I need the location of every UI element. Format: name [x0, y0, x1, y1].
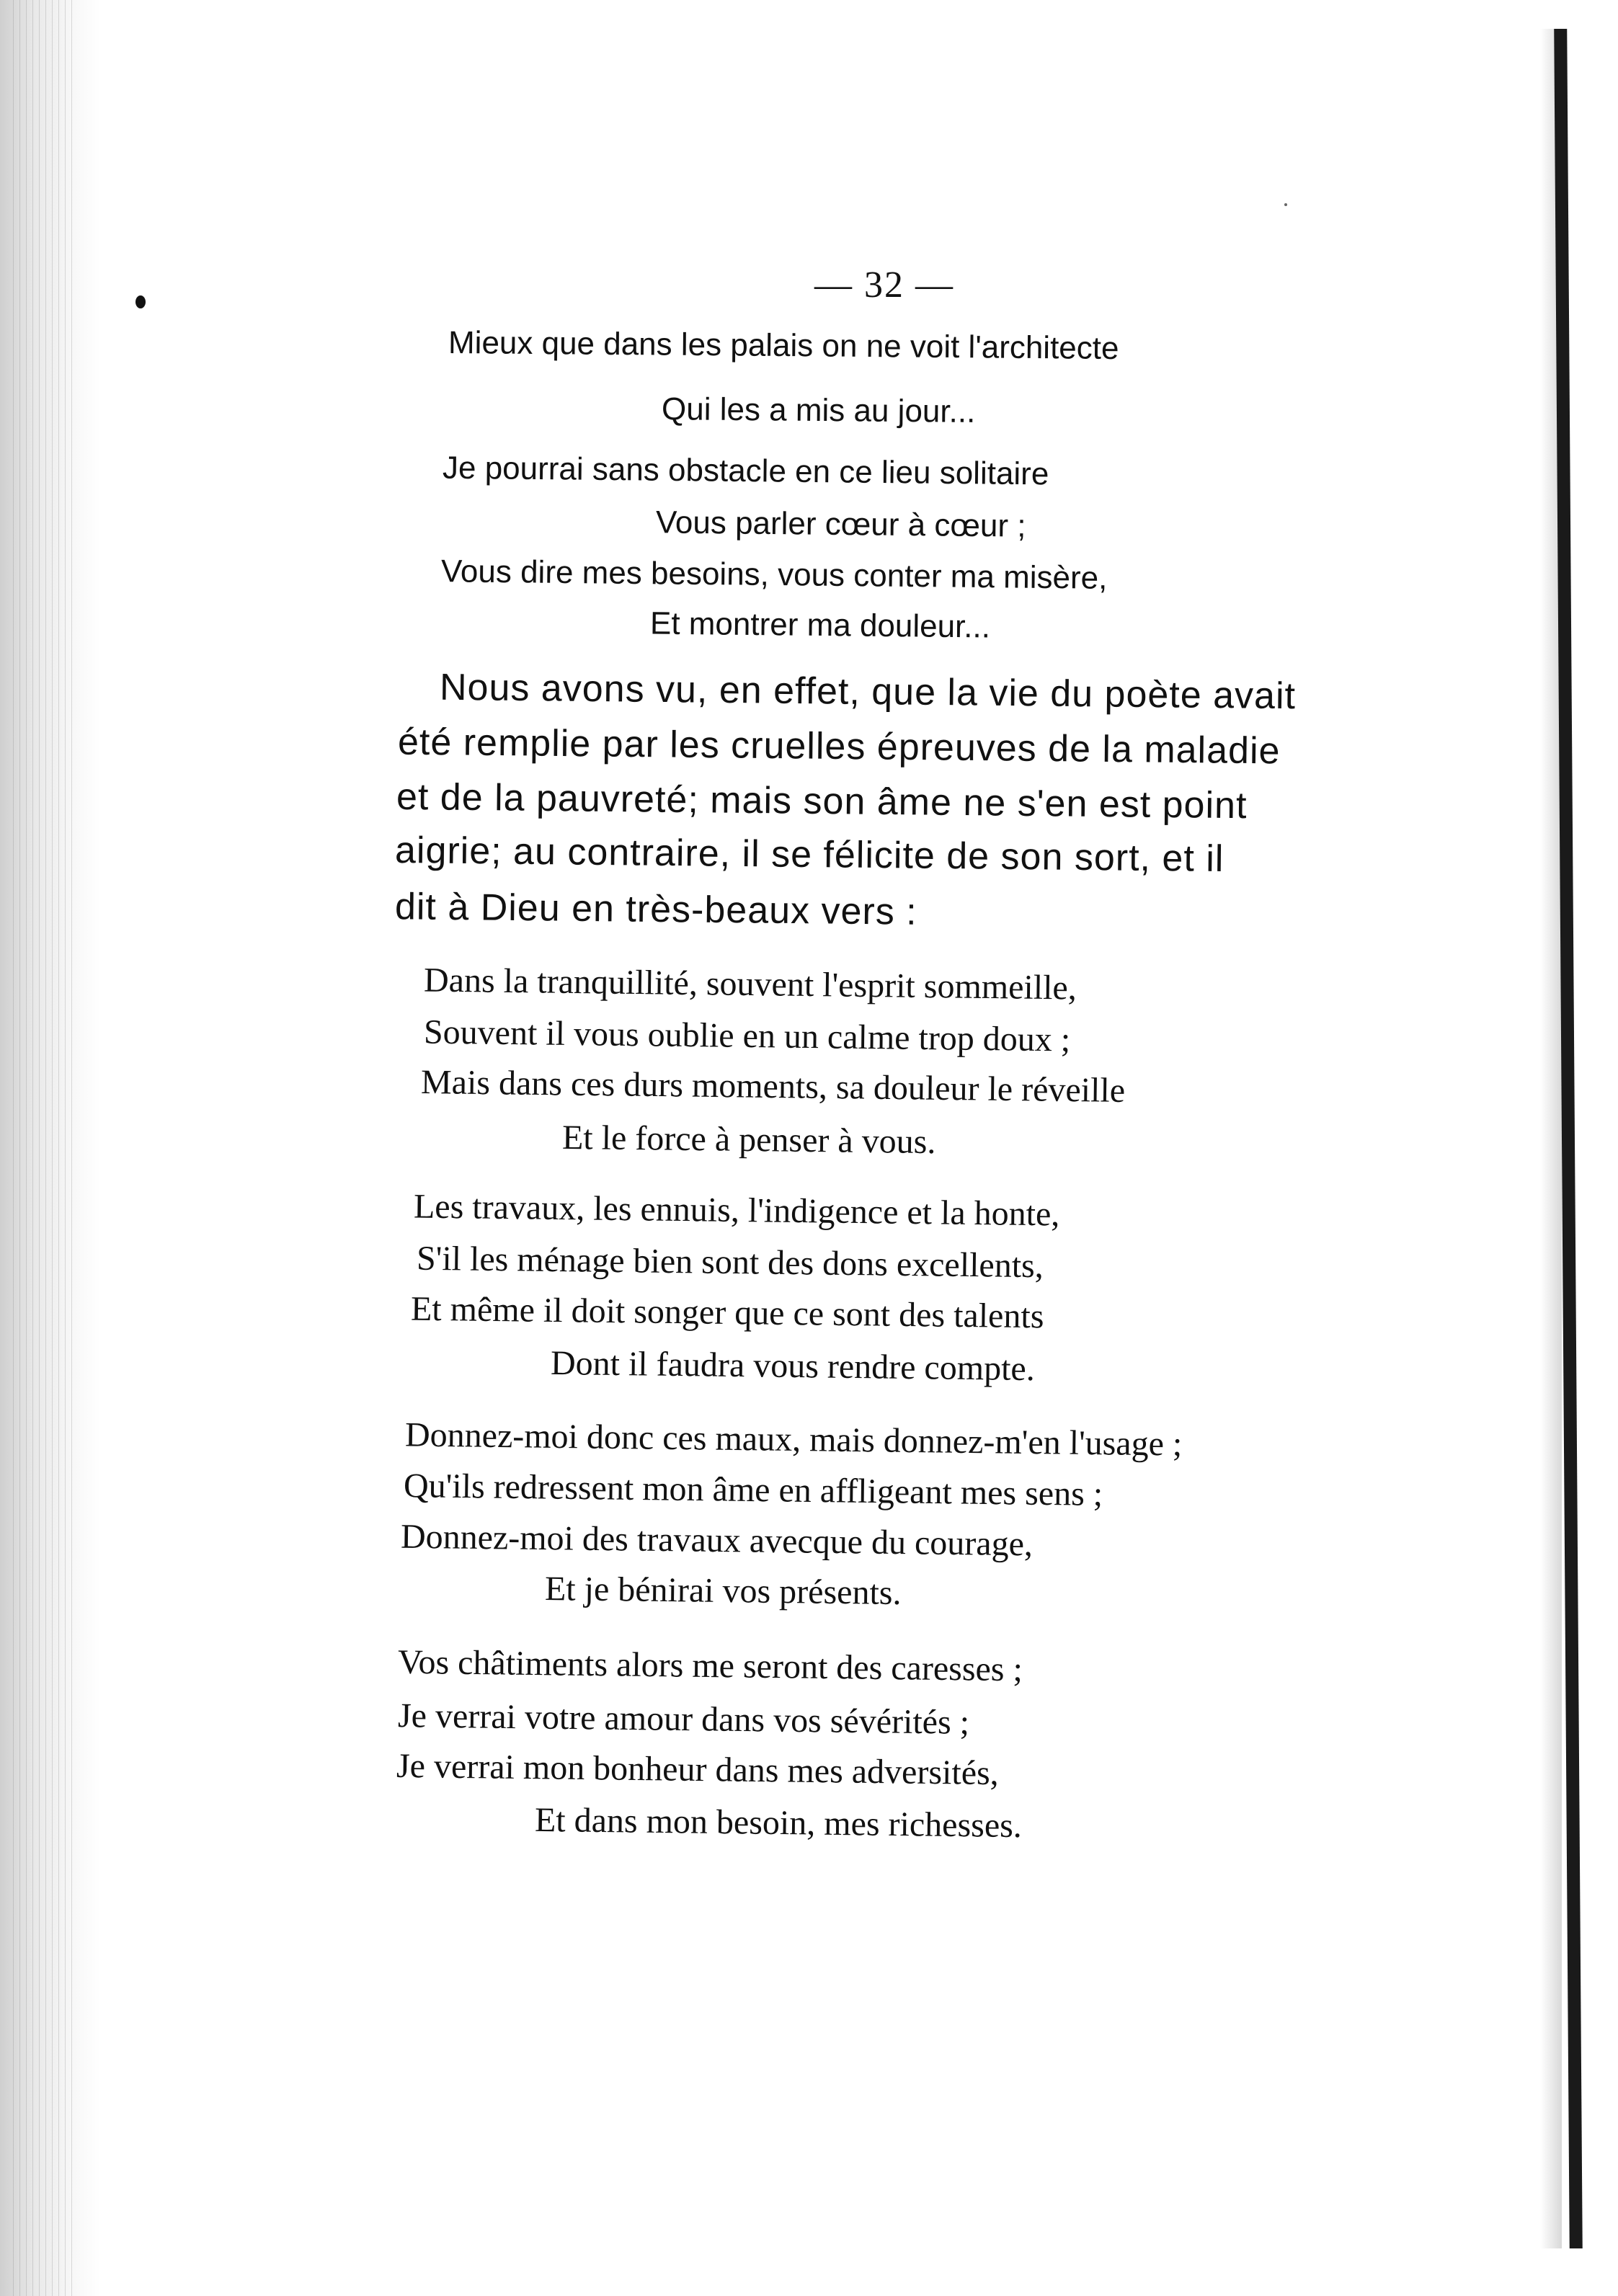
prose-line: dit à Dieu en très-beaux vers :	[394, 886, 917, 933]
verse-line: Et le force à penser à vous.	[561, 1118, 936, 1162]
verse-line: Les travaux, les ennuis, l'indigence et la honte,	[413, 1187, 1060, 1234]
verse-line: Donnez-moi donc ces maux, mais donnez-m'en l'usage ;	[404, 1415, 1183, 1464]
prose-line: aigrie; au contraire, il se félicite de son sort, et il	[394, 829, 1224, 881]
verse-line: Et je bénirai vos présents.	[544, 1569, 902, 1613]
verse-line: Mais dans ces durs moments, sa douleur le réveille	[420, 1063, 1126, 1110]
verse-line: Mieux que dans les palais on ne voit l'architecte	[448, 324, 1119, 367]
prose-line: été remplie par les cruelles épreuves de la maladie	[397, 721, 1281, 773]
prose-line: et de la pauvreté; mais son âme ne s'en est point	[396, 775, 1248, 827]
verse-line: Je verrai votre amour dans vos sévérités ;	[397, 1696, 970, 1742]
verse-line: Et même il doit songer que ce sont des talents	[410, 1289, 1044, 1336]
verse-line: Dont il faudra vous rendre compte.	[550, 1343, 1036, 1389]
verse-line: Vous parler cœur à cœur ;	[655, 504, 1026, 544]
verse-line: S'il les ménage bien sont des dons excellents,	[416, 1239, 1044, 1286]
verse-line: Je pourrai sans obstacle en ce lieu solitaire	[442, 450, 1049, 492]
verse-line: Vous dire mes besoins, vous conter ma misère,	[440, 553, 1108, 596]
ink-speck	[135, 295, 146, 308]
prose-line: Nous avons vu, en effet, que la vie du poète avait	[439, 666, 1297, 718]
verse-line: Et dans mon besoin, mes richesses.	[534, 1800, 1023, 1846]
verse-line: Et montrer ma douleur...	[649, 605, 991, 645]
verse-line: Je verrai mon bonheur dans mes adversités,	[396, 1746, 1000, 1793]
verse-line: Donnez-moi des travaux avecque du courage,	[400, 1517, 1034, 1564]
page-number: — 32 —	[814, 264, 954, 306]
ink-speck	[1284, 203, 1287, 206]
verse-line: Dans la tranquillité, souvent l'esprit sommeille,	[423, 961, 1077, 1007]
page-edge-texture	[13, 0, 78, 2296]
verse-line: Souvent il vous oublie en un calme trop doux ;	[423, 1013, 1071, 1059]
verse-line: Vos châtiments alors me seront des caresses ;	[397, 1642, 1023, 1689]
verse-line: Qu'ils redressent mon âme en affligeant mes sens ;	[403, 1467, 1103, 1513]
verse-line: Qui les a mis au jour...	[661, 391, 976, 430]
